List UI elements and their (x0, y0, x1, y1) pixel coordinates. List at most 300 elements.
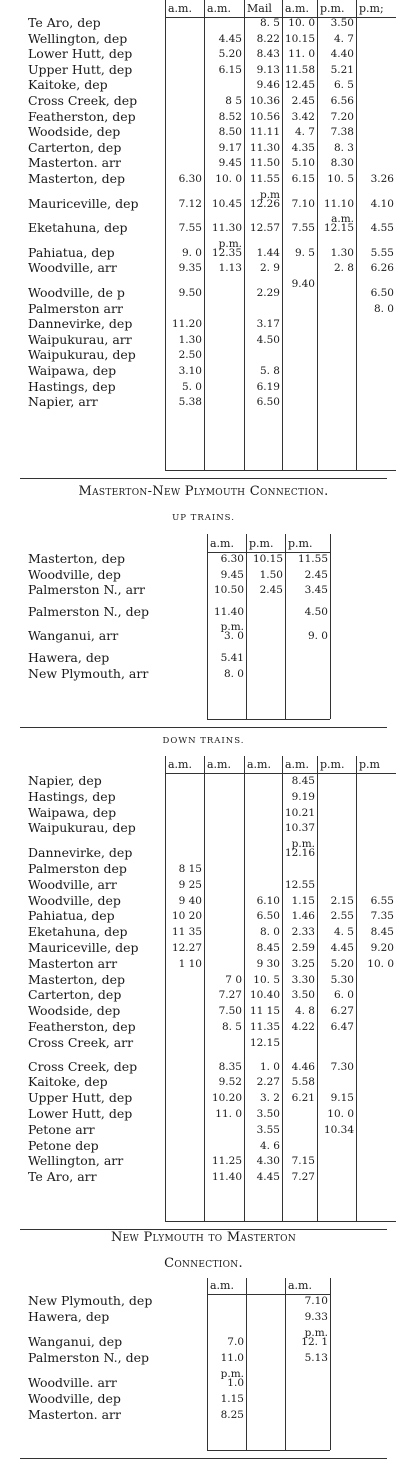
time-cell: 11.10 (323, 197, 354, 210)
station-name: New Plymouth, dep (28, 1293, 153, 1308)
column-rule (207, 1278, 208, 1450)
time-cell: 4.10 (370, 197, 394, 210)
time-cell: 12.27 (171, 942, 202, 954)
time-cell: 3.10 (178, 365, 202, 377)
time-cell: 4. 7 (333, 32, 354, 45)
station-name: Eketahuna, dep (28, 924, 128, 940)
station-name: Cross Creek, arr (28, 1034, 134, 1050)
time-cell: 8. 0 (373, 302, 394, 315)
table-bottom-rule (207, 1450, 330, 1451)
time-cell: 9.19 (291, 790, 315, 803)
time-cell: 9.45 (218, 157, 242, 170)
time-cell: 3.50 (291, 989, 315, 1002)
time-cell: 9. 0 (307, 630, 328, 643)
station-name: Woodville, arr (28, 876, 117, 892)
time-cell: 4.46 (291, 1060, 315, 1073)
column-header: p.m. (288, 537, 313, 550)
table-row (0, 552, 407, 566)
table-row (0, 1392, 407, 1406)
column-rule (282, 0, 283, 470)
time-cell: 11.55 (297, 553, 328, 565)
time-cell: 9. 5 (294, 246, 315, 259)
station-name: Woodside, dep (28, 1003, 121, 1019)
time-cell: p.m. (220, 1368, 244, 1380)
time-cell: 6.55 (370, 894, 394, 907)
time-cell: 10.36 (249, 95, 280, 107)
time-cell: 6.10 (256, 894, 280, 907)
column-rule (165, 0, 166, 470)
station-name: Carterton, dep (28, 987, 122, 1003)
time-cell: 12.15 (249, 1036, 280, 1049)
column-rule (244, 756, 245, 1221)
time-cell: 12.45 (284, 79, 315, 92)
time-cell: 10.21 (284, 806, 315, 819)
station-name: Woodville, arr (28, 260, 117, 276)
station-name: Hawera, dep (28, 650, 110, 665)
time-cell: 2.33 (291, 926, 315, 939)
time-cell: 4. 5 (333, 926, 354, 939)
column-header: a.m. (285, 2, 309, 15)
station-name: Pahiatua, dep (28, 908, 115, 924)
column-rule (330, 534, 331, 719)
time-cell: 4. 6 (259, 1139, 280, 1152)
time-cell: 2.50 (178, 349, 202, 362)
time-cell: 7.30 (330, 1060, 354, 1073)
time-cell: 2.45 (259, 584, 283, 597)
table-row (0, 605, 407, 619)
time-cell: 6.27 (330, 1005, 354, 1018)
station-name: Palmerston N., arr (28, 582, 145, 598)
time-cell: 4.35 (291, 141, 315, 154)
station-name: Waipawa, dep (28, 804, 117, 820)
station-name: Hastings, dep (28, 788, 116, 804)
time-cell: 9 40 (178, 894, 202, 907)
time-cell: 12.15 (323, 222, 354, 235)
time-cell: 5.21 (330, 63, 354, 76)
time-cell: 12.26 (249, 197, 280, 210)
time-cell: 6.56 (330, 95, 354, 107)
station-name: Mauriceville, dep (28, 940, 139, 955)
time-cell: 2.45 (304, 568, 328, 581)
column-header: a.m. (247, 758, 271, 771)
column-header: p.m (359, 758, 380, 771)
time-cell: 5.55 (370, 246, 394, 259)
time-cell: 5.10 (291, 157, 315, 170)
time-cell: 10. 0 (367, 957, 394, 970)
station-name: Woodside, dep (28, 124, 121, 140)
time-cell: 2. 8 (333, 262, 354, 275)
section-separator (20, 478, 387, 479)
time-cell: 7.10 (291, 197, 315, 210)
column-header: a.m. (207, 2, 231, 15)
time-cell: 6. 0 (333, 989, 354, 1002)
time-cell: 5.30 (330, 973, 354, 986)
time-cell: 10. 0 (288, 17, 315, 29)
time-cell: 6.50 (256, 396, 280, 409)
time-cell: a.m. (331, 213, 354, 226)
time-cell: 1.30 (330, 246, 354, 259)
time-cell: 9.50 (178, 287, 202, 299)
time-cell: 9.40 (291, 278, 315, 290)
station-name: Te Aro, dep (28, 15, 101, 30)
station-name: Hastings, dep (28, 378, 116, 394)
station-name: Masterton. arr (28, 155, 122, 171)
station-name: Cross Creek, dep (28, 1058, 138, 1074)
time-cell: 9.33 (304, 1311, 328, 1323)
station-name: Kaitoke, dep (28, 1074, 108, 1090)
table-row (0, 1310, 407, 1324)
column-rule (317, 756, 318, 1221)
column-header: a.m. (210, 537, 234, 550)
column-header: p.m; (359, 2, 384, 15)
station-name: Dannevirke, dep (28, 845, 133, 861)
time-cell: 4.45 (330, 942, 354, 954)
time-cell: 8.50 (218, 126, 242, 139)
time-cell: 7.12 (178, 197, 202, 210)
time-cell: 10.40 (249, 989, 280, 1002)
time-cell: 10. 0 (327, 1108, 354, 1120)
time-cell: 11.20 (171, 318, 202, 331)
time-cell: 6.47 (330, 1021, 354, 1033)
time-cell: 8. 5 (221, 1021, 242, 1033)
header-row (0, 537, 407, 551)
subheading-up-trains: UP TRAINS. (172, 513, 235, 523)
time-cell: 9. 0 (181, 246, 202, 259)
time-cell: 11.40 (213, 605, 244, 618)
station-name: Mauriceville, dep (28, 195, 139, 211)
station-name: Featherston, dep (28, 1019, 136, 1034)
column-header: p.m. (320, 758, 345, 771)
time-cell: 6.21 (291, 1092, 315, 1105)
station-name: Te Aro, arr (28, 1169, 97, 1185)
time-cell: 10.56 (249, 110, 280, 123)
subheading-down-trains: DOWN TRAINS. (162, 736, 245, 746)
time-cell: 3.50 (256, 1108, 280, 1120)
time-cell: 6.15 (218, 63, 242, 76)
time-cell: 11.35 (249, 1021, 280, 1033)
station-name: Featherston, dep (28, 108, 136, 124)
table-row (0, 1408, 407, 1422)
station-name: Woodville, de p (28, 285, 125, 300)
station-name: Waipukurau, dep (28, 820, 136, 836)
time-cell: 8.30 (330, 157, 354, 170)
time-cell: 6.50 (370, 287, 394, 299)
time-cell: 6.15 (291, 173, 315, 185)
column-rule (207, 534, 208, 719)
time-cell: 3. 2 (259, 1092, 280, 1105)
time-cell: 6.30 (178, 173, 202, 185)
column-rule (246, 534, 247, 719)
time-cell: 11. 0 (288, 48, 315, 61)
time-cell: 11.58 (284, 63, 315, 76)
station-name: Palmerston dep (28, 861, 127, 876)
time-cell: 4.55 (370, 222, 394, 235)
station-name: Napier, dep (28, 773, 102, 788)
station-name: Woodville, dep (28, 892, 121, 908)
time-cell: 4.40 (330, 48, 354, 61)
station-name: Hawera, dep (28, 1309, 110, 1324)
section-separator (20, 727, 387, 728)
table-bottom-rule (165, 1221, 396, 1222)
station-name: Eketahuna, dep (28, 220, 128, 236)
time-cell: 4.50 (304, 605, 328, 618)
header-row (0, 1279, 407, 1293)
column-rule (244, 0, 245, 470)
heading-new-plymouth-masterton-line2: Connection. (164, 1256, 243, 1271)
time-cell: 4. 8 (294, 1005, 315, 1018)
time-cell: 7 0 (225, 973, 242, 986)
column-header: a.m. (210, 1279, 234, 1292)
column-rule (356, 0, 357, 470)
time-cell: 4.22 (291, 1021, 315, 1033)
time-cell: 1.44 (256, 246, 280, 259)
time-cell: 8. 5 (259, 17, 280, 29)
time-cell: 2.55 (330, 910, 354, 923)
time-cell: 10. 5 (253, 973, 280, 986)
station-name: Waipukurau, dep (28, 347, 136, 363)
time-cell: 12.57 (249, 222, 280, 235)
time-cell: 11.55 (249, 173, 280, 185)
time-cell: p.m. (304, 1327, 328, 1339)
station-name: Woodville, dep (28, 1391, 121, 1406)
time-cell: 5.20 (330, 957, 354, 970)
time-cell: 12.55 (284, 878, 315, 891)
time-cell: 6.30 (220, 553, 244, 565)
time-cell: 8.22 (256, 32, 280, 45)
time-cell: 11.30 (249, 141, 280, 154)
station-name: Waipawa, dep (28, 363, 117, 378)
time-cell: 5. 0 (181, 380, 202, 393)
station-name: Waipukurau, arr (28, 331, 132, 347)
station-name: Wellington, dep (28, 30, 128, 46)
time-cell: 10.20 (211, 1092, 242, 1105)
time-cell: p.m. (220, 621, 244, 634)
time-cell: 10.45 (211, 197, 242, 210)
time-cell: 4.45 (256, 1171, 280, 1184)
time-cell: 1.50 (259, 568, 283, 581)
station-name: Petone arr (28, 1121, 95, 1137)
time-cell: 3. 0 (223, 630, 244, 643)
station-name: New Plymouth, arr (28, 665, 149, 681)
column-header: a.m. (288, 1279, 312, 1292)
time-cell: 9.35 (178, 262, 202, 275)
station-name: Napier, arr (28, 394, 98, 410)
time-cell: 2.45 (291, 95, 315, 107)
time-cell: 1. 0 (259, 1060, 280, 1073)
time-cell: 11.0 (220, 1352, 244, 1364)
column-header: Mail (247, 2, 272, 15)
time-cell: 10.15 (284, 32, 315, 45)
time-cell: 8.45 (291, 775, 315, 787)
station-name: Lower Hutt, dep (28, 1106, 133, 1121)
time-cell: 10.34 (323, 1123, 354, 1136)
station-name: Upper Hutt, dep (28, 61, 133, 77)
time-cell: p.m (259, 188, 280, 201)
table-row (0, 1376, 407, 1390)
station-name: Wanganui, dep (28, 1334, 123, 1349)
column-rule (317, 0, 318, 470)
time-cell: 5.13 (304, 1352, 328, 1364)
station-name: Woodville. arr (28, 1375, 117, 1390)
time-cell: 3.55 (256, 1123, 280, 1136)
time-cell: 7.10 (304, 1295, 328, 1307)
time-cell: 2.29 (256, 287, 280, 299)
time-cell: 9.45 (220, 568, 244, 581)
time-cell: 9.46 (256, 79, 280, 92)
time-cell: 3.45 (304, 584, 328, 597)
time-cell: 2.15 (330, 894, 354, 907)
time-cell: 8.52 (218, 110, 242, 123)
time-cell: 5.41 (220, 652, 244, 664)
column-header: a.m. (168, 758, 192, 771)
column-rule (204, 0, 205, 470)
station-name: Woodville, dep (28, 566, 121, 582)
time-cell: 7.0 (227, 1336, 244, 1348)
station-name: Palmerston N., dep (28, 603, 149, 619)
time-cell: 8.45 (256, 942, 280, 954)
column-rule (356, 756, 357, 1221)
time-cell: 4.30 (256, 1155, 280, 1168)
time-cell: 2. 9 (259, 262, 280, 275)
station-name: Masterton. arr (28, 1407, 122, 1422)
time-cell: 9.52 (218, 1076, 242, 1089)
time-cell: 10 20 (171, 910, 202, 923)
time-cell: 3.50 (330, 17, 354, 29)
table-row (0, 667, 407, 681)
station-name: Palmerston arr (28, 300, 123, 316)
time-cell: 8. 0 (223, 667, 244, 680)
station-name: Wellington, arr (28, 1153, 124, 1169)
time-cell: 9.20 (370, 942, 394, 954)
column-rule (330, 1278, 331, 1450)
time-cell: 7.35 (370, 910, 394, 923)
time-cell: 9.15 (330, 1092, 354, 1105)
time-cell: 4. 7 (294, 126, 315, 139)
column-rule (246, 1278, 247, 1450)
time-cell: 5.58 (291, 1076, 315, 1089)
station-name: Carterton, dep (28, 139, 122, 155)
time-cell: 1.30 (178, 333, 202, 346)
time-cell: 2.27 (256, 1076, 280, 1089)
time-cell: 10.15 (252, 553, 283, 565)
heading-new-plymouth-masterton: New Plymouth to Masterton (110, 1230, 297, 1245)
time-cell: p.m. (291, 838, 315, 851)
time-cell: 7.27 (291, 1171, 315, 1184)
station-name: Masterton, dep (28, 971, 126, 987)
table-row (0, 651, 407, 665)
station-name: Palmerston N., dep (28, 1350, 149, 1365)
time-cell: 1.15 (291, 894, 315, 907)
station-name: Kaitoke, dep (28, 77, 108, 93)
time-cell: 12.16 (284, 847, 315, 860)
column-rule (204, 756, 205, 1221)
column-header: p.m. (320, 2, 345, 15)
time-cell: 9 25 (178, 878, 202, 891)
time-cell: 1.13 (218, 262, 242, 275)
time-cell: 1 10 (178, 957, 202, 970)
time-cell: 11. 0 (215, 1108, 242, 1120)
time-cell: 4.45 (218, 32, 242, 45)
table-row (0, 1294, 407, 1308)
time-cell: p.m. (218, 237, 242, 250)
time-cell: 12.35 (211, 246, 242, 259)
time-cell: 3.30 (291, 973, 315, 986)
time-cell: 6.50 (256, 910, 280, 923)
column-header: a.m. (285, 758, 309, 771)
time-cell: 7.15 (291, 1155, 315, 1168)
station-name: Upper Hutt, dep (28, 1090, 133, 1106)
station-name: Cross Creek, dep (28, 93, 138, 108)
time-cell: 3.26 (370, 173, 394, 185)
table-row (0, 583, 407, 597)
time-cell: 11.25 (211, 1155, 242, 1168)
table-row (0, 629, 407, 643)
time-cell: 3.25 (291, 957, 315, 970)
time-cell: 8. 3 (333, 141, 354, 154)
time-cell: 2.59 (291, 942, 315, 954)
time-cell: 8 5 (225, 95, 242, 107)
time-cell: 12. 1 (301, 1336, 328, 1348)
table-row (0, 568, 407, 582)
time-cell: 11.40 (211, 1171, 242, 1184)
time-cell: 7.27 (218, 989, 242, 1002)
time-cell: 6.19 (256, 380, 280, 393)
time-cell: 11.11 (249, 126, 280, 139)
station-name: Pahiatua, dep (28, 244, 115, 260)
column-header: a.m. (168, 2, 192, 15)
time-cell: 3.42 (291, 110, 315, 123)
column-rule (282, 756, 283, 1221)
time-cell: 5.38 (178, 396, 202, 409)
table-bottom-rule (207, 719, 330, 720)
time-cell: 10. 5 (327, 173, 354, 185)
station-name: Masterton, dep (28, 171, 126, 186)
time-cell: 8.25 (220, 1409, 244, 1421)
time-cell: 8 15 (178, 863, 202, 875)
column-rule (285, 534, 286, 719)
time-cell: 9 30 (256, 957, 280, 970)
time-cell: 10. 0 (215, 173, 242, 185)
table-row (0, 1351, 407, 1365)
column-rule (285, 1278, 286, 1450)
time-cell: 10.50 (213, 584, 244, 597)
time-cell: 11 35 (171, 926, 202, 939)
station-name: Wanganui, arr (28, 628, 119, 644)
time-cell: 10.37 (284, 822, 315, 835)
time-cell: 8.45 (370, 926, 394, 939)
time-cell: 11.30 (211, 222, 242, 235)
time-cell: 7.20 (330, 110, 354, 123)
time-cell: 4.50 (256, 333, 280, 346)
station-name: Dannevirke, dep (28, 316, 133, 332)
time-cell: 7.55 (178, 222, 202, 235)
station-name: Masterton arr (28, 955, 118, 971)
time-cell: 7.50 (218, 1005, 242, 1018)
table-row (0, 1335, 407, 1349)
time-cell: 7.38 (330, 126, 354, 139)
time-cell: 8.43 (256, 48, 280, 61)
time-cell: 11.50 (249, 157, 280, 170)
time-cell: 8.35 (218, 1060, 242, 1073)
time-cell: 5. 8 (259, 365, 280, 377)
table-bottom-rule (165, 470, 396, 471)
time-cell: 1.46 (291, 910, 315, 923)
station-name: Masterton, dep (28, 551, 126, 566)
time-cell: 1.0 (227, 1377, 244, 1389)
time-cell: 3.17 (256, 318, 280, 331)
station-name: Petone dep (28, 1137, 99, 1153)
heading-masterton-new-plymouth: Masterton-New Plymouth Connection. (78, 484, 329, 499)
